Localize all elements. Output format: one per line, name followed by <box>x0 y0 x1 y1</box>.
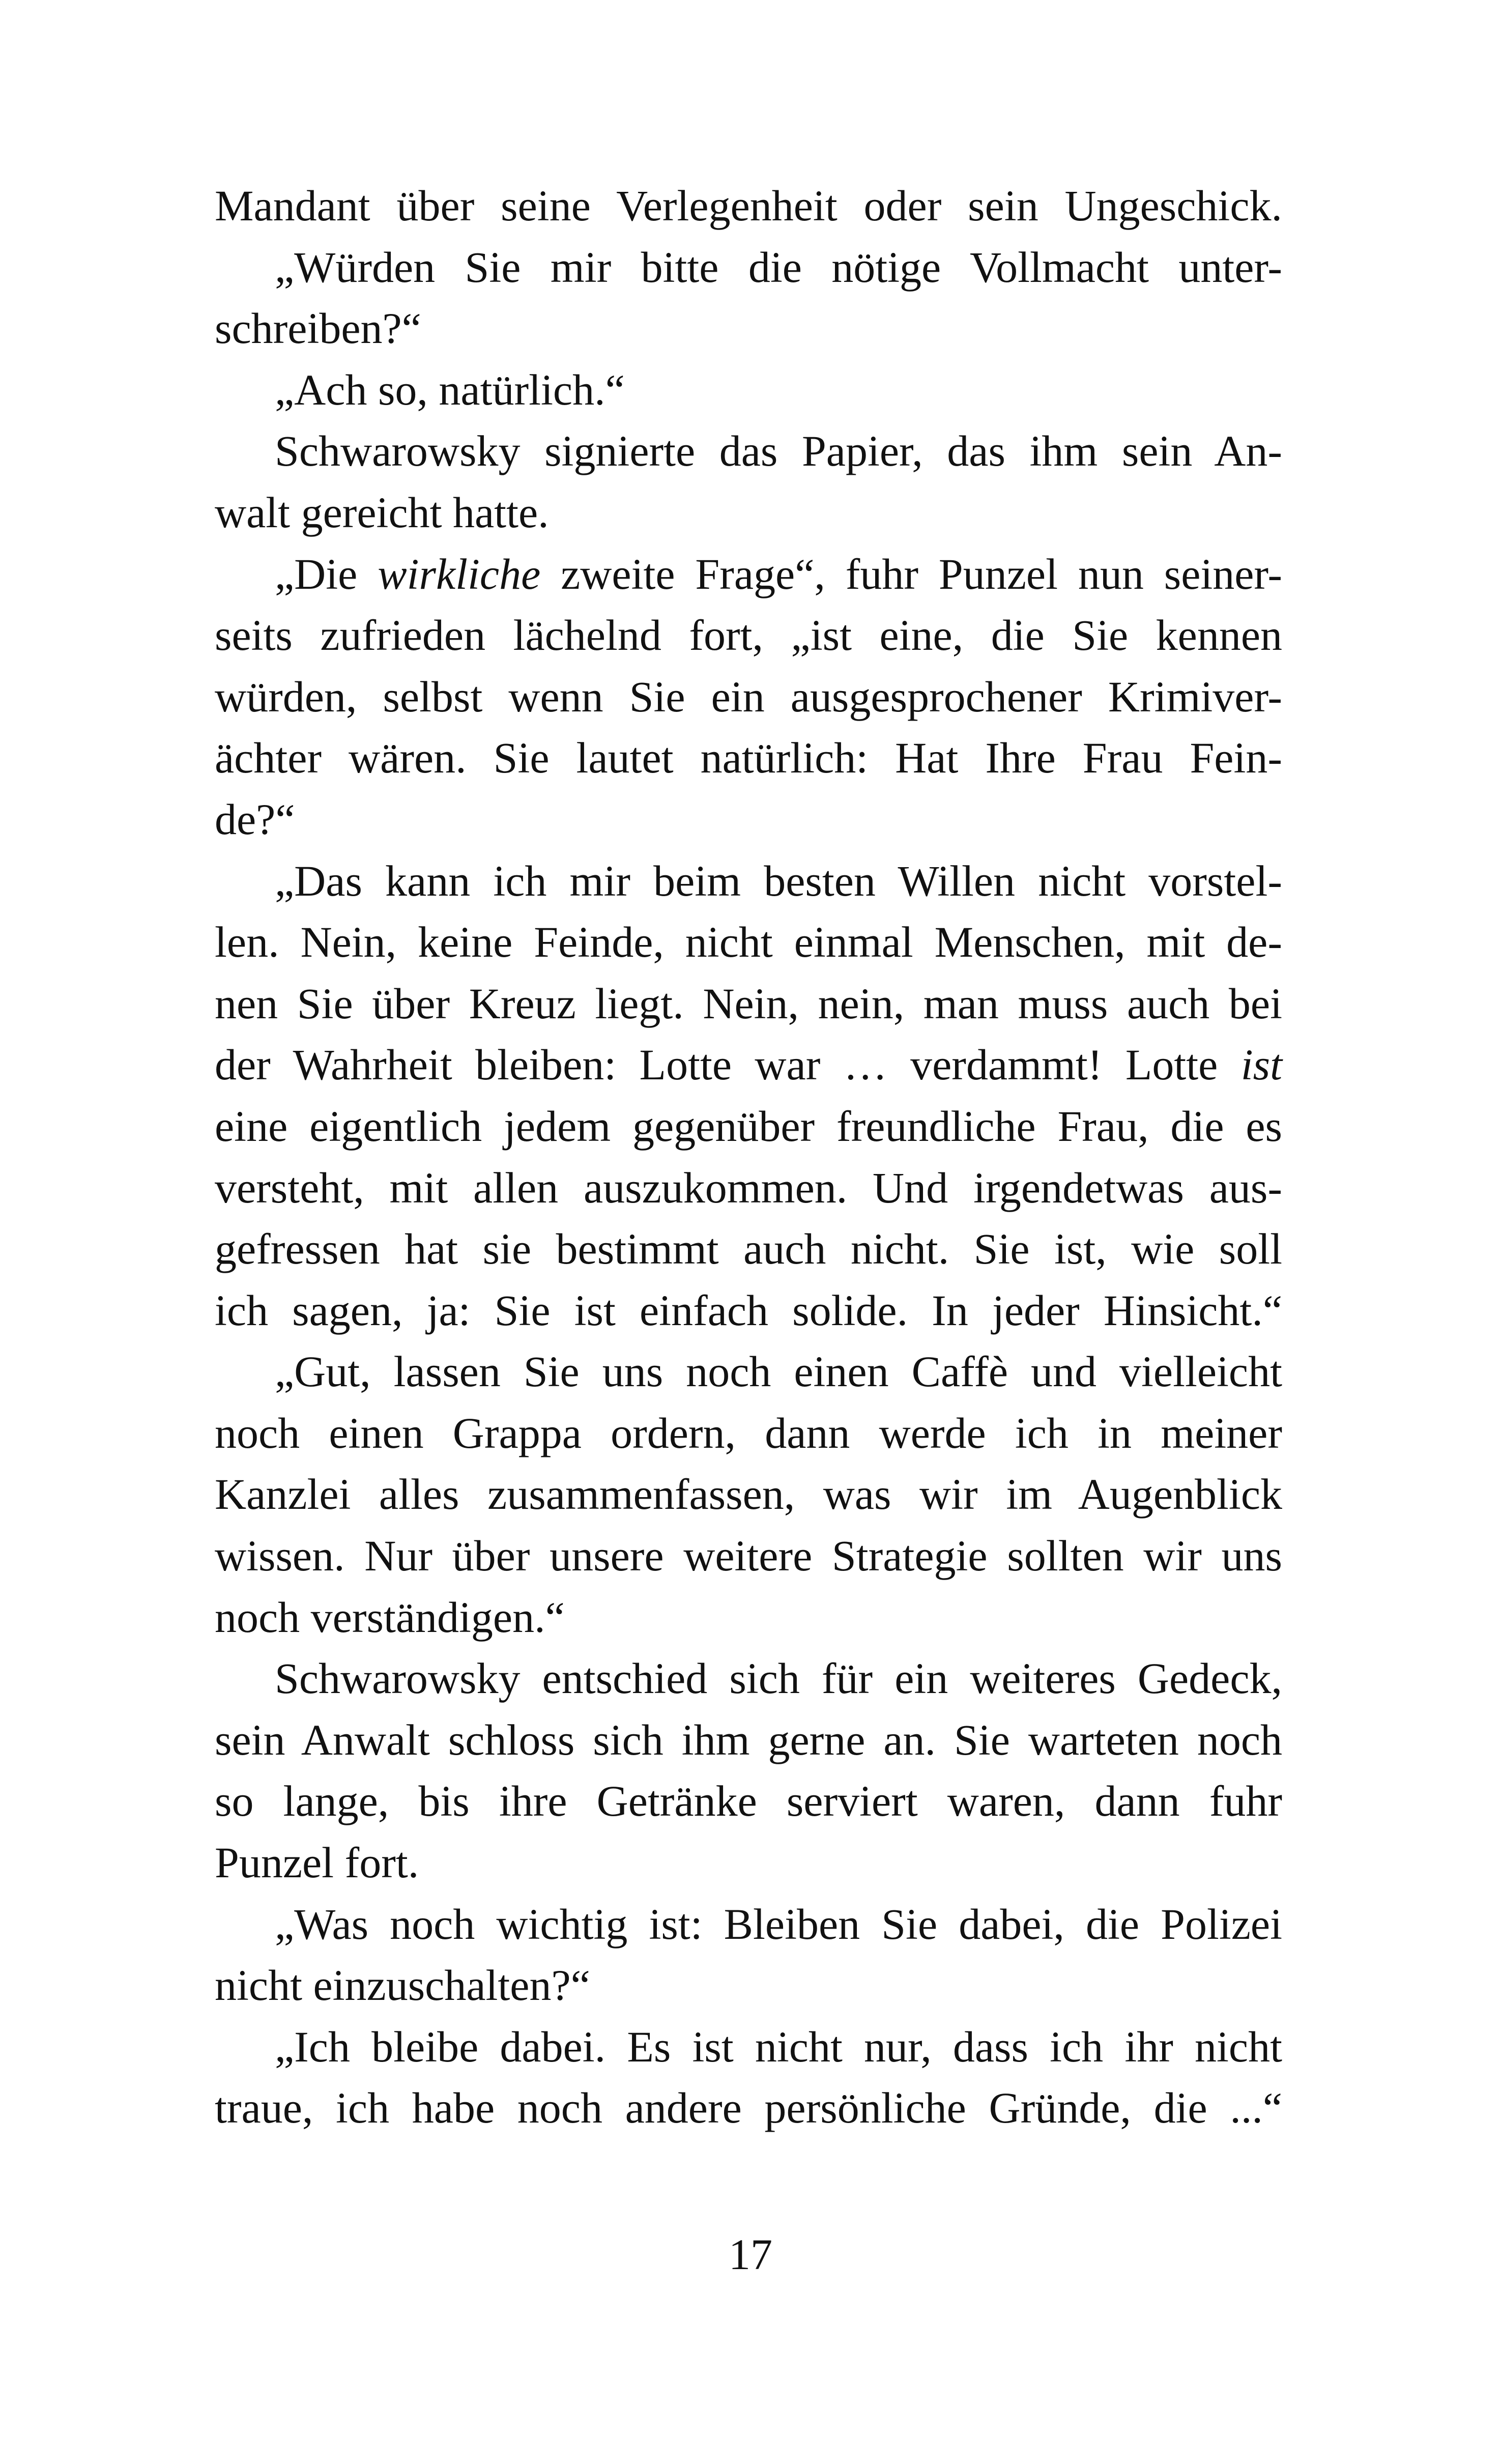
emphasis: wirkliche <box>378 549 541 598</box>
text-line: Mandant über seine Verlegenheit oder sein Ungeschick. <box>215 181 1282 230</box>
text-line: gefressen hat sie bestimmt auch nicht. Sie ist, wie soll <box>215 1224 1282 1274</box>
text-line: len. Nein, keine Feinde, nicht einmal Menschen, mit de- <box>215 918 1282 967</box>
text-line: wissen. Nur über unsere weitere Strategie sollten wir uns <box>215 1531 1282 1581</box>
text-line: noch einen Grappa ordern, dann werde ich in meiner <box>215 1408 1282 1457</box>
text-line: sein Anwalt schloss sich ihm gerne an. Sie warteten noch <box>215 1715 1282 1764</box>
text-line: „Ich bleibe dabei. Es ist nicht nur, dass ich ihr nicht <box>275 2022 1282 2071</box>
text-line: „Würden Sie mir bitte die nötige Vollmacht unter- <box>275 242 1282 292</box>
text-line: „Ach so, natürlich.“ <box>275 365 625 414</box>
text-line: ächter wären. Sie lautet natürlich: Hat Ihre Frau Fein- <box>215 733 1282 783</box>
text-line: „Was noch wichtig ist: Bleiben Sie dabei, die Polizei <box>275 1899 1282 1949</box>
text-line: Schwarowsky entschied sich für ein weiteres Gedeck, <box>275 1654 1282 1703</box>
text-line: seits zufrieden lächelnd fort, „ist eine, die Sie kennen <box>215 611 1282 660</box>
text-line: ich sagen, ja: Sie ist einfach solide. In jeder Hinsicht.“ <box>215 1285 1282 1335</box>
text-line: würden, selbst wenn Sie ein ausgesprochener Krimiver- <box>215 672 1282 721</box>
text-line: de?“ <box>215 794 295 844</box>
text-line: Punzel fort. <box>215 1838 419 1887</box>
text-line: Kanzlei alles zusammenfassen, was wir im Augenblick <box>215 1470 1282 1519</box>
emphasis: ist <box>1240 1040 1282 1090</box>
text-line: eine eigentlich jedem gegenüber freundliche Frau, die es <box>215 1101 1282 1151</box>
text-line: „Gut, lassen Sie uns noch einen Caffè und vielleicht <box>275 1347 1282 1396</box>
text-line: so lange, bis ihre Getränke serviert waren, dann fuhr <box>215 1777 1282 1826</box>
text-line: nen Sie über Kreuz liegt. Nein, nein, man muss auch bei <box>215 979 1282 1028</box>
text-line: versteht, mit allen auszukommen. Und irgendetwas aus- <box>215 1163 1282 1212</box>
text-line: noch verständigen.“ <box>215 1592 565 1642</box>
text-line: traue, ich habe noch andere persönliche Gründe, die ...“ <box>215 2083 1282 2133</box>
text-line: schreiben?“ <box>215 304 421 353</box>
text-line: „Die wirkliche zweite Frage“, fuhr Punzel nun seiner- <box>275 549 1282 598</box>
text-line: Schwarowsky signierte das Papier, das ihm sein An- <box>275 426 1282 476</box>
text-line: walt gereicht hatte. <box>215 488 549 537</box>
page-number: 17 <box>729 2230 772 2279</box>
body-text <box>215 175 1282 2139</box>
text-line: „Das kann ich mir beim besten Willen nicht vorstel- <box>275 856 1282 905</box>
text-line: der Wahrheit bleiben: Lotte war … verdammt! Lotte ist <box>215 1040 1282 1090</box>
text-line: nicht einzuschalten?“ <box>215 1961 590 2010</box>
